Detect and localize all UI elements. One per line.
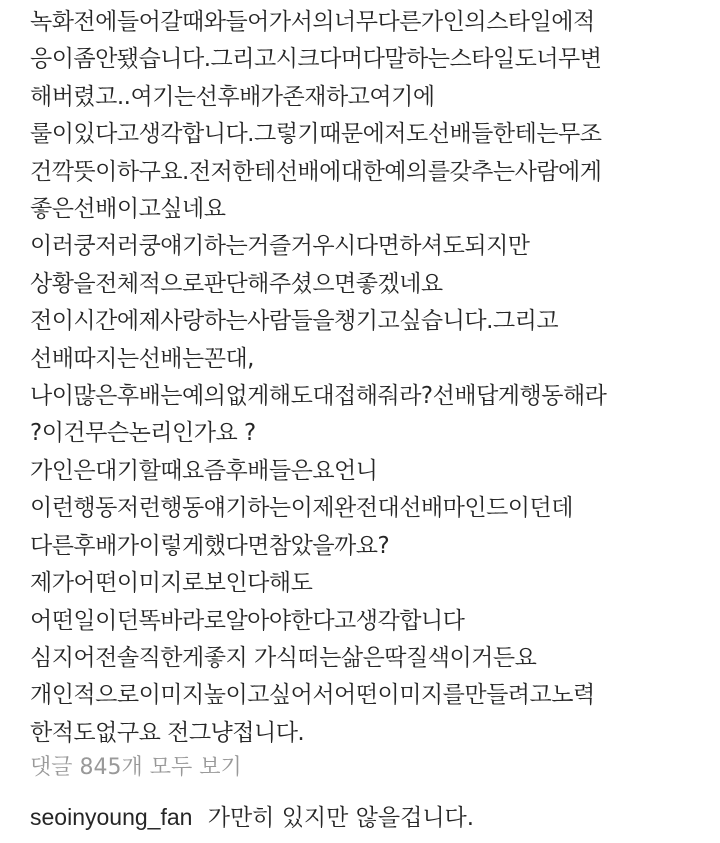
caption-line: 한적도없구요 전그냥접니다. — [30, 719, 305, 746]
comment-username[interactable]: seoinyoung_fan — [30, 804, 193, 830]
caption-line: 다른후배가이렇게했다면참았을까요? — [30, 532, 390, 559]
caption-line: 상황을전체적으로판단해주셨으면좋겠네요 — [30, 270, 443, 297]
caption-line: 선배따지는선배는꼰대, — [30, 345, 254, 372]
view-all-comments-link[interactable]: 댓글 845개 모두 보기 — [30, 755, 242, 780]
caption-line: 나이많은후배는예의없게해도대접해줘라?선배답게행동해라 — [30, 383, 607, 410]
caption-line: 제가어떤이미지로보인다해도 — [30, 570, 313, 597]
caption-line: 좋은선배이고싶네요 — [30, 196, 226, 223]
caption-line: 심지어전솔직한게좋지 가식떠는삶은딱질색이거든요 — [30, 644, 537, 671]
post-caption — [30, 4, 710, 752]
caption-line: 룰이있다고생각합니다.그렇기때문에저도선배들한테는무조 — [30, 121, 602, 148]
caption-line: 개인적으로이미지높이고싶어서어떤이미지를만들려고노력 — [30, 682, 595, 709]
caption-line: 응이좀안됐습니다.그리고시크다머다말하는스타일도너무변 — [30, 46, 602, 73]
caption-line: ?이건무슨논리인가요 ? — [30, 420, 256, 447]
comment — [30, 800, 474, 835]
caption-line: 어떤일이던똑바라로알아야한다고생각합니다 — [30, 607, 465, 634]
caption-line: 녹화전에들어갈때와들어가서의너무다른가인의스타일에적 — [30, 9, 595, 35]
caption-line: 가인은대기할때요즘후배들은요언니 — [30, 457, 378, 484]
caption-line: 이런행동저런행동얘기하는이제완전대선배마인드이던데 — [30, 495, 573, 522]
caption-line: 해버렸고..여기는선후배가존재하고여기에 — [30, 83, 435, 110]
caption-line: 건깍뜻이하구요.전저한테선배에대한예의를갖추는사람에게 — [30, 158, 602, 185]
comment-text: 가만히 있지만 않을겁니다. — [207, 805, 475, 831]
caption-line: 전이시간에제사랑하는사람들을챙기고싶습니다.그리고 — [30, 308, 559, 335]
caption-line: 이러쿵저러쿵얘기하는거즐거우시다면하셔도되지만 — [30, 233, 530, 260]
